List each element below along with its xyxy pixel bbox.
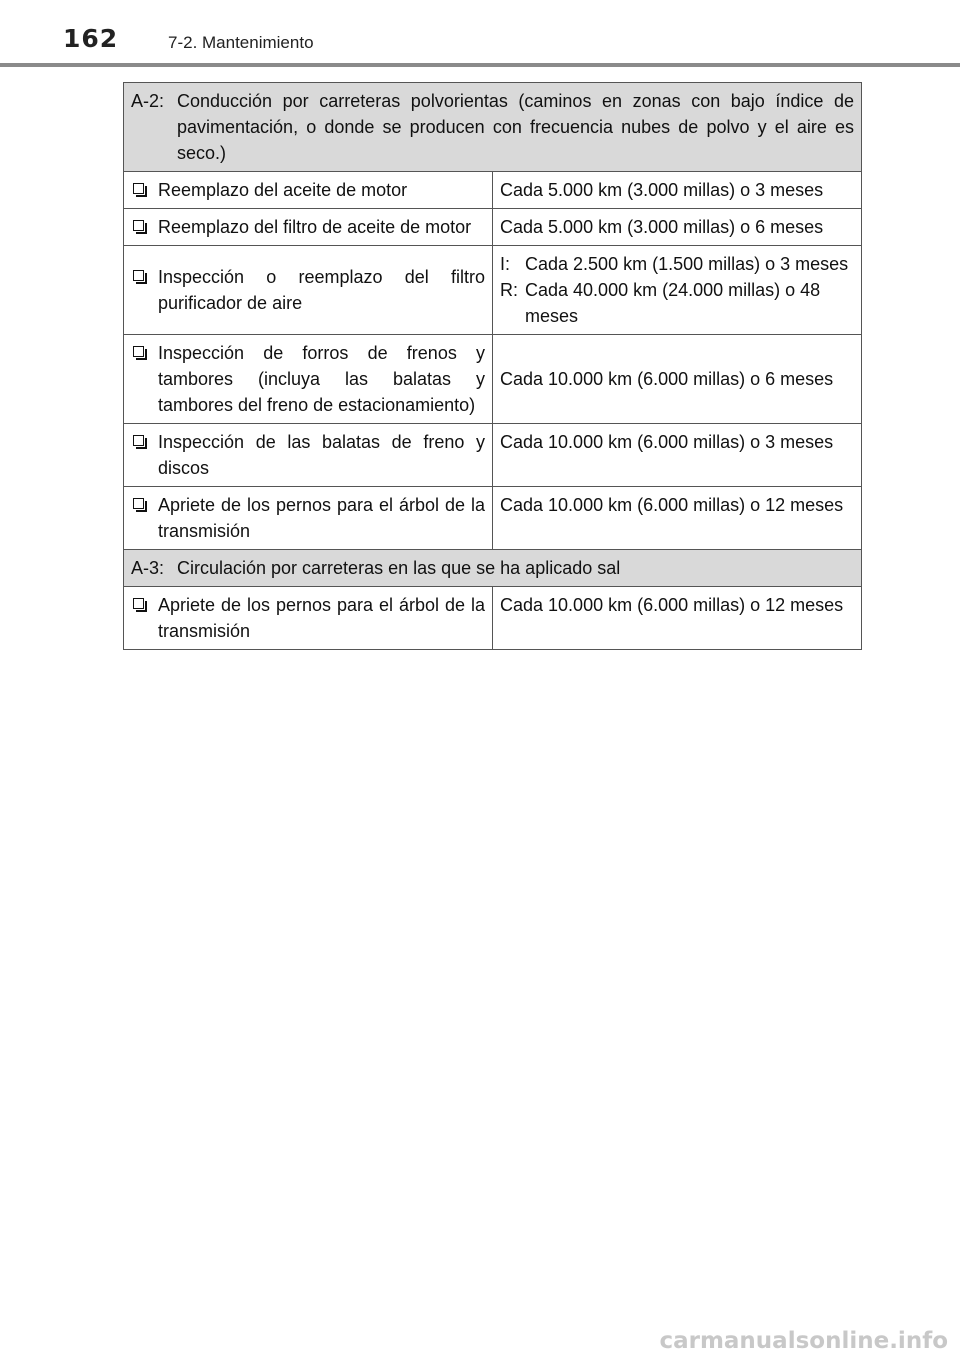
item-text: Reemplazo del aceite de motor bbox=[158, 180, 408, 200]
interval-cell: Cada 10.000 km (6.000 millas) o 3 meses bbox=[493, 424, 862, 487]
table-row bbox=[124, 335, 862, 424]
group-label: A-2: bbox=[131, 91, 165, 111]
table-row bbox=[124, 487, 862, 550]
group-header-a3 bbox=[124, 550, 862, 587]
interval-text: Cada 40.000 km (24.000 millas) o 48 meses bbox=[525, 280, 821, 326]
interval-cell: Cada 5.000 km (3.000 millas) o 6 meses bbox=[493, 209, 862, 246]
interval-cell: Cada 10.000 km (6.000 millas) o 6 meses bbox=[493, 335, 862, 424]
table-row bbox=[124, 424, 862, 487]
interval-text: Cada 2.500 km (1.500 millas) o 3 meses bbox=[525, 254, 849, 274]
item-text: Apriete de los pernos para el árbol de la transmisión bbox=[158, 495, 485, 541]
page-number: 162 bbox=[63, 24, 119, 53]
interval-cell: Cada 10.000 km (6.000 millas) o 12 meses bbox=[493, 487, 862, 550]
checkbox-icon bbox=[133, 498, 144, 509]
table-row bbox=[124, 246, 862, 335]
checkbox-icon bbox=[133, 346, 144, 357]
table-row bbox=[124, 587, 862, 650]
maintenance-table bbox=[123, 82, 862, 650]
checkbox-icon bbox=[133, 598, 144, 609]
item-text: Inspección de forros de frenos y tambores (incluya las balatas y tambores del freno de estacionamiento) bbox=[158, 343, 485, 415]
header-rule bbox=[0, 63, 960, 67]
item-text: Reemplazo del filtro de aceite de motor bbox=[158, 217, 472, 237]
interval-code: R: bbox=[500, 280, 518, 300]
interval-cell: Cada 5.000 km (3.000 millas) o 3 meses bbox=[493, 172, 862, 209]
group-label: A-3: bbox=[131, 558, 165, 578]
interval-cell bbox=[493, 246, 862, 335]
checkbox-icon bbox=[133, 270, 144, 281]
group-text: Circulación por carreteras en las que se ha aplicado sal bbox=[177, 558, 621, 578]
checkbox-icon bbox=[133, 435, 144, 446]
item-text: Inspección de las balatas de freno y discos bbox=[158, 432, 485, 478]
item-text: Inspección o reemplazo del filtro purificador de aire bbox=[158, 267, 485, 313]
checkbox-icon bbox=[133, 220, 144, 231]
section-title: 7-2. Mantenimiento bbox=[168, 33, 314, 52]
watermark: carmanualsonline.info bbox=[659, 1328, 948, 1354]
group-header-a2 bbox=[124, 83, 862, 172]
table-row bbox=[124, 172, 862, 209]
table-row bbox=[124, 209, 862, 246]
item-text: Apriete de los pernos para el árbol de la transmisión bbox=[158, 595, 485, 641]
group-text: Conducción por carreteras polvorientas (caminos en zonas con bajo índice de pavimentación, o donde se producen con frecuencia nubes de polvo y el aire es seco.) bbox=[177, 91, 854, 163]
interval-cell: Cada 10.000 km (6.000 millas) o 12 meses bbox=[493, 587, 862, 650]
interval-code: I: bbox=[500, 254, 511, 274]
checkbox-icon bbox=[133, 183, 144, 194]
